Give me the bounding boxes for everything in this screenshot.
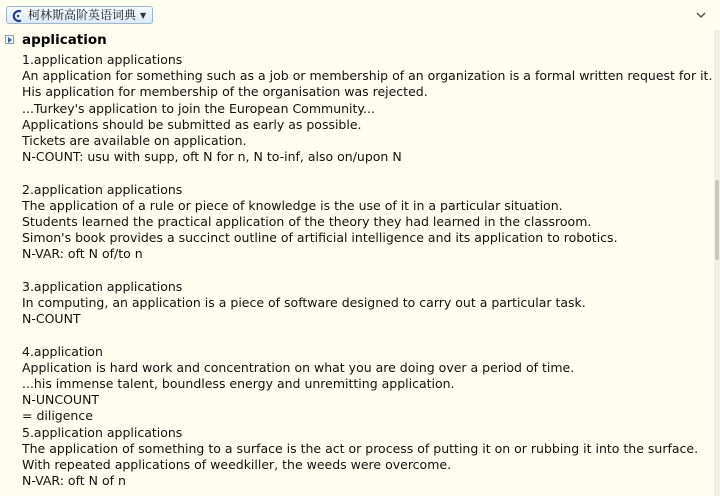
spacer <box>22 327 702 343</box>
sense-example: With repeated applications of weedkiller, the weeds were overcome. <box>22 457 452 473</box>
sense-grammar: N-COUNT: usu with supp, oft N for n, N to-inf, also on/upon N <box>22 149 402 165</box>
sense-grammar: N-VAR: oft N of/to n <box>22 246 143 262</box>
vertical-scrollbar[interactable] <box>714 30 720 496</box>
sense-example: ...his immense talent, boundless energy and unremitting application. <box>22 376 455 392</box>
dropdown-caret-icon: ▼ <box>140 10 147 20</box>
definition-panel <box>0 30 713 496</box>
sense-title: 1.application applications <box>22 52 183 67</box>
sense-grammar: N-UNCOUNT <box>22 392 100 408</box>
sense-block <box>22 279 702 328</box>
sense-definition: The application of something to a surface is the act or process of putting it on or rubbing it into the surface. <box>22 440 699 456</box>
sense-example: ...Turkey's application to join the European Community... <box>22 100 375 116</box>
sense-definition: An application for something such as a job or membership of an organization is a formal written request for it. <box>22 68 713 84</box>
sense-title: 3.application applications <box>22 278 183 294</box>
sense-example: Tickets are available on application. <box>22 133 247 149</box>
sense-synonym: = diligence <box>22 408 93 424</box>
sense-example: Students learned the practical application of the theory they had learned in the classroom. <box>22 214 592 230</box>
dictionary-icon <box>11 8 25 22</box>
sense-definition: The application of a rule or piece of knowledge is the use of it in a particular situation. <box>22 197 563 213</box>
sense-block <box>22 52 713 165</box>
sense-title: 4.application <box>22 343 103 359</box>
sense-block <box>22 182 702 263</box>
sense-block <box>22 344 702 425</box>
dictionary-toolbar <box>0 0 720 30</box>
sense-grammar: N-COUNT <box>22 311 81 327</box>
sense-title: 5.application applications <box>22 424 183 440</box>
chevron-down-icon[interactable] <box>694 7 708 21</box>
expand-toggle-icon[interactable] <box>5 35 14 44</box>
sense-block <box>22 425 702 490</box>
sense-example: Applications should be submitted as early as possible. <box>22 116 362 132</box>
scrollbar-thumb[interactable] <box>715 180 719 260</box>
sense-definition: In computing, an application is a piece of software designed to carry out a particular task. <box>22 295 586 311</box>
sense-grammar: N-VAR: oft N of n <box>22 473 126 489</box>
spacer <box>22 263 702 279</box>
headword: application <box>22 32 107 48</box>
sense-definition: Application is hard work and concentration on what you are doing over a period of time. <box>22 359 575 375</box>
sense-list <box>22 52 713 489</box>
dictionary-selector-button[interactable] <box>6 6 153 24</box>
spacer <box>22 165 702 181</box>
sense-example: His application for membership of the organisation was rejected. <box>22 84 428 100</box>
sense-example: Simon's book provides a succinct outline of artificial intelligence and its application to robotics. <box>22 230 618 246</box>
sense-title: 2.application applications <box>22 181 183 197</box>
dictionary-name: 柯林斯高阶英语词典 <box>28 8 137 22</box>
